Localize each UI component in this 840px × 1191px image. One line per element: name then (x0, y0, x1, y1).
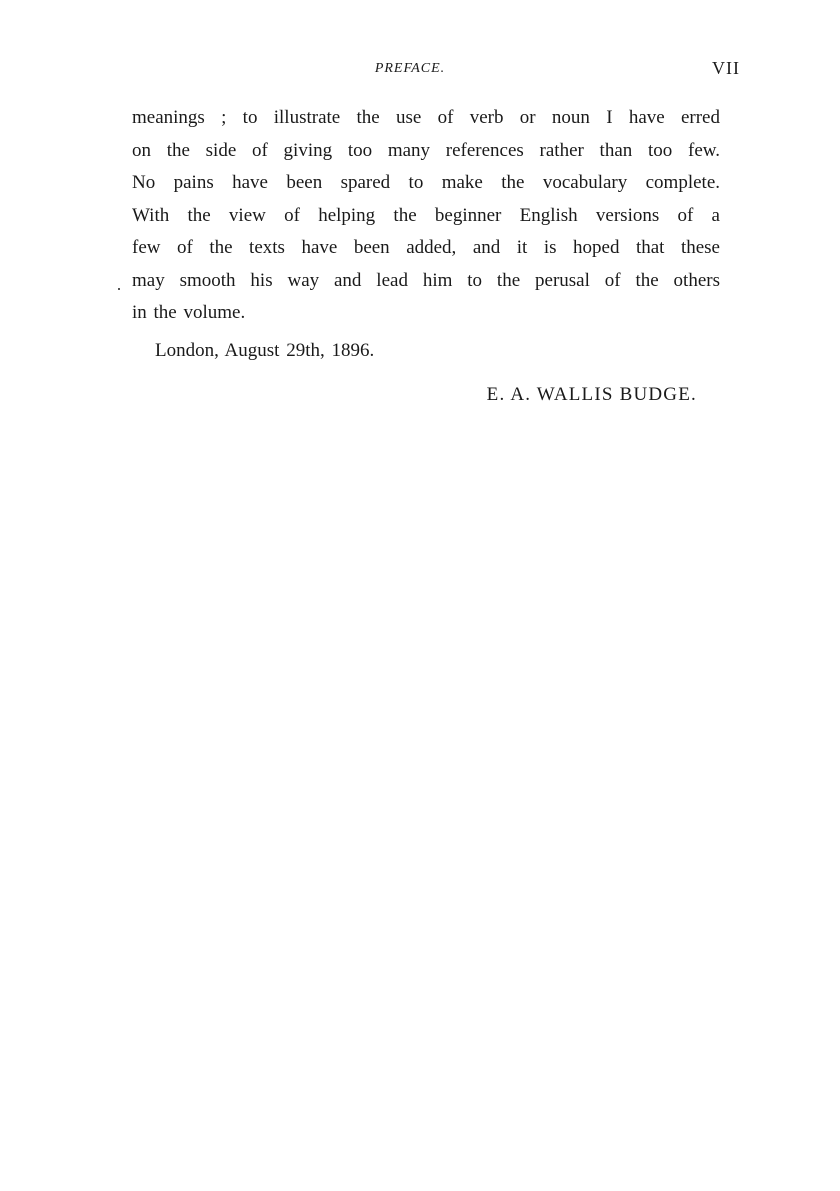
paragraph-line: meanings ; to illustrate the use of verb or noun I have erred (132, 107, 720, 128)
running-head: PREFACE. (374, 61, 446, 76)
ink-speck (118, 288, 120, 290)
paragraph-line: may smooth his way and lead him to the perusal of the others (132, 269, 720, 291)
paragraph-line: on the side of giving too many references rather than too few. (132, 139, 720, 161)
paragraph-line: With the view of helping the beginner English versions of a (132, 204, 720, 226)
dateline: London, August 29th, 1896. (155, 340, 375, 361)
paragraph-line: No pains have been spared to make the vocabulary complete. (132, 172, 720, 193)
author-signature: E. A. WALLIS BUDGE. (486, 384, 697, 405)
page-number: VII (712, 58, 740, 78)
paragraph-line: in the volume. (132, 302, 246, 323)
preface-paragraph (132, 102, 720, 330)
paragraph-line: few of the texts have been added, and it is hoped that these (132, 237, 720, 258)
